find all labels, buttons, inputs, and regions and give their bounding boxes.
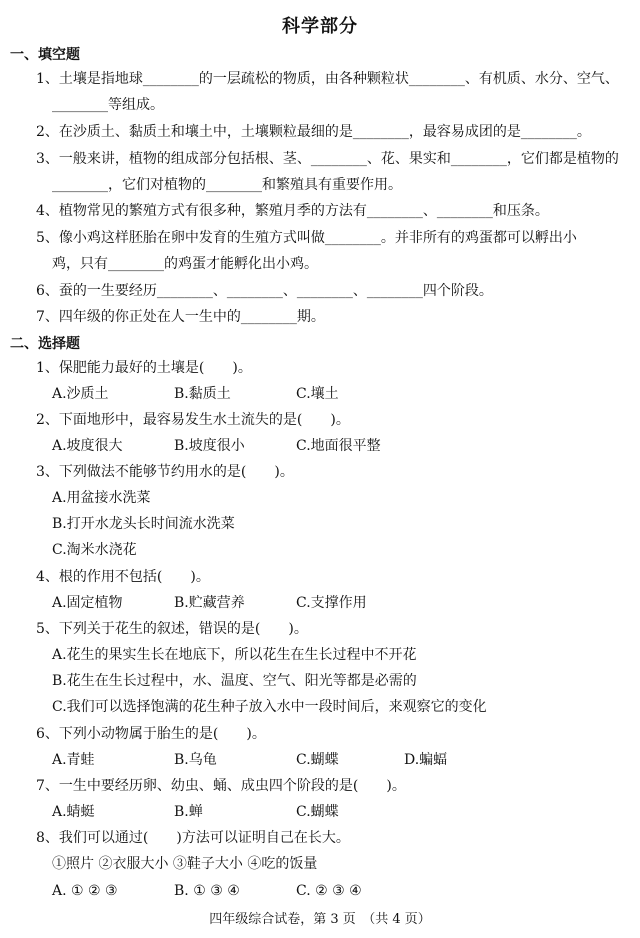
fill-blank-line: 4、植物常见的繁殖方式有很多种，繁殖月季的方法有________、________和压条。 bbox=[36, 203, 549, 219]
question-stem: 3、下列做法不能够节约用水的是( )。 bbox=[36, 464, 294, 480]
fill-blank-line: 3、一般来讲，植物的组成部分包括根、茎、________、花、果实和________，它们都是植物的 bbox=[36, 151, 619, 167]
option-a: A.青蛙 bbox=[52, 752, 95, 768]
fill-blank-line: 6、蚕的一生要经历________、________、________、________四个阶段。 bbox=[36, 283, 493, 299]
fill-blank-line: 7、四年级的你正处在人一生中的________期。 bbox=[36, 309, 325, 325]
option-a: A.固定植物 bbox=[52, 595, 123, 611]
option-b: B.坡度很小 bbox=[174, 438, 245, 454]
section-heading-fill-blank: 一、填空题 bbox=[10, 47, 80, 63]
option-a: A.蜻蜓 bbox=[52, 804, 95, 820]
fill-blank-line: 1、土壤是指地球________的一层疏松的物质，由各种颗粒状________、有机质、水分、空气、 bbox=[36, 71, 619, 87]
option-c: C. ② ③ ④ bbox=[296, 883, 362, 899]
option-b: B.蝉 bbox=[174, 804, 203, 820]
option-c: C.我们可以选择饱满的花生种子放入水中一段时间后，来观察它的变化 bbox=[52, 699, 487, 715]
page-title: 科学部分 bbox=[282, 16, 358, 37]
option-b: B.打开水龙头长时间流水洗菜 bbox=[52, 516, 235, 532]
fill-blank-line: 2、在沙质土、黏质土和壤土中，土壤颗粒最细的是________，最容易成团的是________。 bbox=[36, 124, 591, 140]
option-b: B. ① ③ ④ bbox=[174, 883, 240, 899]
option-c: C.蝴蝶 bbox=[296, 804, 339, 820]
question-stem: 6、下列小动物属于胎生的是( )。 bbox=[36, 726, 266, 742]
option-c: C.淘米水浇花 bbox=[52, 542, 137, 558]
fill-blank-line: ________，它们对植物的________和繁殖具有重要作用。 bbox=[52, 177, 402, 193]
option-b: B.贮藏营养 bbox=[174, 595, 245, 611]
fill-blank-line: 5、像小鸡这样胚胎在卵中发育的生殖方式叫做________。并非所有的鸡蛋都可以孵出小 bbox=[36, 230, 577, 246]
option-c: C.支撑作用 bbox=[296, 595, 367, 611]
option-a: A.坡度很大 bbox=[52, 438, 123, 454]
option-d: D.蝙蝠 bbox=[404, 752, 448, 768]
option-a: A. ① ② ③ bbox=[52, 883, 118, 899]
question-stem: 7、一生中要经历卵、幼虫、蛹、成虫四个阶段的是( )。 bbox=[36, 778, 406, 794]
question-stem: 5、下列关于花生的叙述，错误的是( )。 bbox=[36, 621, 308, 637]
fill-blank-line: 鸡，只有________的鸡蛋才能孵化出小鸡。 bbox=[52, 256, 318, 272]
option-c: C.壤土 bbox=[296, 386, 339, 402]
section-heading-choice: 二、选择题 bbox=[10, 336, 80, 352]
question-items: ①照片 ②衣服大小 ③鞋子大小 ④吃的饭量 bbox=[52, 856, 318, 872]
option-c: C.蝴蝶 bbox=[296, 752, 339, 768]
option-a: A.用盆接水洗菜 bbox=[52, 490, 151, 506]
option-b: B.乌龟 bbox=[174, 752, 217, 768]
page-footer: 四年级综合试卷，第 3 页 （共 4 页） bbox=[209, 912, 431, 927]
option-a: A.沙质土 bbox=[52, 386, 109, 402]
option-a: A.花生的果实生长在地底下，所以花生在生长过程中不开花 bbox=[52, 647, 417, 663]
option-b: B.花生在生长过程中，水、温度、空气、阳光等都是必需的 bbox=[52, 673, 417, 689]
question-stem: 2、下面地形中，最容易发生水土流失的是( )。 bbox=[36, 412, 350, 428]
question-stem: 4、根的作用不包括( )。 bbox=[36, 569, 210, 585]
question-stem: 8、我们可以通过( )方法可以证明自己在长大。 bbox=[36, 830, 350, 846]
option-b: B.黏质土 bbox=[174, 386, 231, 402]
fill-blank-line: ________等组成。 bbox=[52, 97, 164, 113]
question-stem: 1、保肥能力最好的土壤是( )。 bbox=[36, 360, 252, 376]
option-c: C.地面很平整 bbox=[296, 438, 381, 454]
